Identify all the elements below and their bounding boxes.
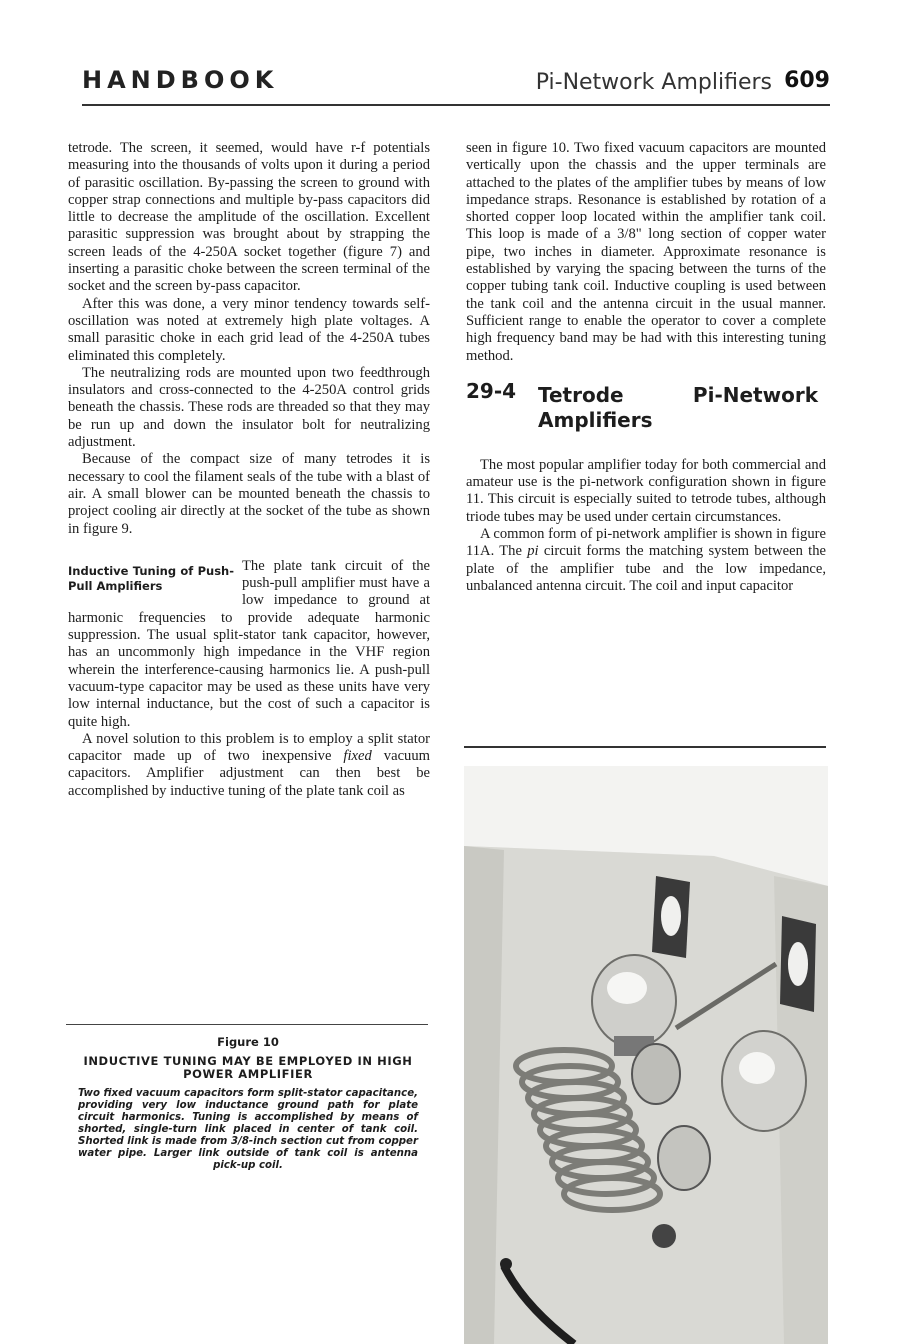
side-paragraph-text: The plate tank circuit of the push-pull amplifier must have a low impedance to ground at harmonic frequencies to provide adequate harmonic suppression. The usual split-stator tank capacitor, however, has an uncommonly high impedance in the VHF region wherein the interference-causing harmonics lie. A push-pull vacuum-type capacitor may be used as these units have very low internal inductance, but the cost of such a capacitor is quite high.: [68, 557, 430, 730]
vacuum-capacitor-front: [658, 1126, 710, 1190]
caption-rule: [66, 1024, 428, 1025]
left-column: [68, 140, 430, 800]
tube-highlight-right: [739, 1052, 775, 1084]
paragraph: After this was done, a very minor tendency towards self-oscillation was noted at extremely high plate voltages. A small parasitic choke in each grid lead of the 4-250A tubes eliminated this completely.: [68, 295, 430, 364]
page-header: [82, 62, 830, 102]
paragraph: seen in figure 10. Two fixed vacuum capacitors are mounted vertically upon the chassis and the upper terminals are attached to the plates of the amplifier tubes by means of low impedance straps. Resonance is established by rotation of a shorted copper loop located within the amplifier tank coil. This loop is made of a 3/8" long section of copper water pipe, two inches in diameter. Approximate resonance is established by varying the spacing between the turns of the copper tubing tank coil. Inductive coupling is used between the tank coil and the antenna circuit in the usual manner. Sufficient range to enable the operator to cover a complete high frequency band may be had with this interesting tuning method.: [466, 140, 826, 364]
paragraph: The most popular amplifier today for both commercial and amateur use is the pi-network configuration shown in figure 11. This circuit is especially suited to tetrode tubes, although triode tubes may be used under certain circumstances.: [466, 456, 826, 525]
paragraph: [466, 526, 826, 595]
vacuum-capacitor-center: [632, 1044, 680, 1104]
section-title: Tetrode Pi-Network Amplifiers: [538, 382, 818, 432]
paragraph: [68, 731, 430, 800]
cable-end: [500, 1258, 512, 1270]
feedthrough-insulator: [652, 1224, 676, 1248]
right-column: [466, 140, 826, 595]
amplifier-photo: [464, 766, 828, 1344]
emphasis: fixed: [343, 748, 372, 765]
side-head-paragraph: [68, 558, 430, 731]
figure-title: INDUCTIVE TUNING MAY BE EMPLOYED IN HIGH POWER AMPLIFIER: [83, 1054, 413, 1081]
section-number: 29-4: [466, 378, 517, 403]
running-head-chapter: Pi-Network Amplifiers: [535, 70, 772, 95]
paragraph: The neutralizing rods are mounted upon two feedthrough insulators and cross-connected to the 4-250A control grids beneath the chassis. These rods are threaded so that they may be run up and down the insulator bolt for neutralizing adjustment.: [68, 364, 430, 451]
figure-caption: [78, 1035, 418, 1172]
page-number: 609: [784, 68, 830, 93]
text-run: circuit forms the matching system between the plate of the amplifier tube and the low impedance, unbalanced antenna circuit. The coil and input capacitor: [466, 543, 827, 594]
tube-highlight-upper: [607, 972, 647, 1004]
socket-opening-left: [661, 896, 681, 936]
figure-label: Figure 10: [217, 1035, 279, 1049]
text-run: vacuum capacitors. Amplifier adjustment can then best be accomplished by inductive tuning of the plate tank coil as: [68, 748, 430, 799]
text-run: A novel solution to this problem is to employ a split stator capacitor made up of two inexpensive: [68, 730, 430, 765]
running-head-brand: HANDBOOK: [82, 66, 279, 94]
figure-rule: [464, 746, 826, 748]
paragraph: tetrode. The screen, it seemed, would have r-f potentials measuring into the thousands of volts upon it during a period of parasitic oscillation. By-passing the screen to ground with copper strap connections and multiple by-pass capacitors did little to decrease the amplitude of the oscillation. Excellent parasitic suppression was brought about by strapping the screen leads of the 4-250A socket together (figure 7) and inserting a parasitic choke between the screen terminal of the socket and the screen by-pass capacitor.: [68, 140, 430, 295]
figure-caption-text: Two fixed vacuum capacitors form split-stator capacitance, providing very low inductance ground path for plate circuit harmonics. Tuning is accomplished by means of shorted, single-turn link placed in center of tank coil. Shorted link is made from 3/8-inch section cut from copper water pipe. Larger link outside of tank coil is antenna pick-up coil.: [78, 1088, 418, 1171]
emphasis: pi: [527, 543, 539, 560]
text-run: A common form of pi-network amplifier is shown in figure 11A. The: [466, 526, 826, 560]
socket-opening-right: [788, 942, 808, 986]
section-heading: [466, 378, 826, 435]
paragraph: Because of the compact size of many tetrodes it is necessary to cool the filament seals of the tube with a blast of air. A small blower can be mounted beneath the chassis to project cooling air directly at the socket of the tube as shown in figure 9.: [68, 451, 430, 537]
header-rule: [82, 104, 830, 106]
side-heading: Inductive Tuning of Push-Pull Amplifiers: [68, 563, 234, 593]
